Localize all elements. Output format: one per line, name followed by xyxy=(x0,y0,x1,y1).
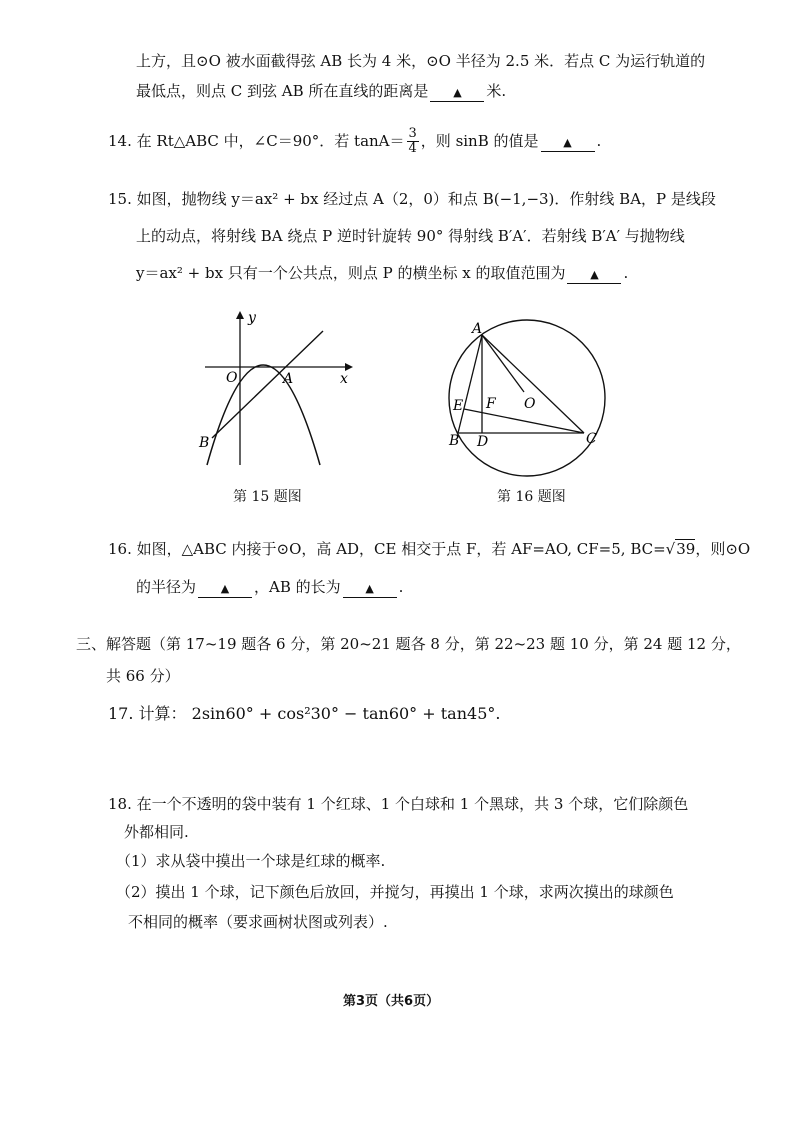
q13-line1 xyxy=(136,52,705,70)
sqrt-symbol: √ xyxy=(665,540,676,558)
figure-15-caption: 第 15 题图 xyxy=(233,489,302,505)
q14-number: 14. xyxy=(108,131,132,150)
q16-text-5: . xyxy=(398,578,404,596)
q16-number: 16. xyxy=(108,540,132,558)
q13-line2 xyxy=(136,82,506,102)
label-F: F xyxy=(486,396,496,412)
q16-text-2: ，则⊙O xyxy=(695,540,751,558)
segment-AC xyxy=(482,335,584,433)
q17-number: 17. xyxy=(108,704,134,723)
answer-blank: ▲ xyxy=(198,581,252,598)
label-A: A xyxy=(283,371,294,387)
q18-line2 xyxy=(124,823,189,841)
label-O: O xyxy=(226,370,238,386)
section-3-line1: 三、解答题（第 17~19 题各 6 分，第 20~21 题各 8 分，第 22~23 题 10 分，第 24 题 12 分， xyxy=(76,635,741,653)
page-footer: 第3页（共6页） xyxy=(343,994,440,1009)
q14-text-b: ，则 sinB 的值是 xyxy=(420,131,539,150)
q14-line xyxy=(108,127,601,157)
q18-sub2-line1 xyxy=(116,883,674,901)
q18-sub1-text: （1）求从袋中摸出一个球是红球的概率. xyxy=(116,852,386,870)
q16-line1 xyxy=(108,540,750,558)
q18-sub2-text-1: （2）摸出 1 个球，记下颜色后放回，并搅匀，再摸出 1 个球，求两次摸出的球颜色 xyxy=(116,883,674,901)
section-3-header-cont xyxy=(106,667,180,685)
q16-text-3: 的半径为 xyxy=(136,578,197,596)
q16-text-4: ，AB 的长为 xyxy=(254,578,341,596)
q14-text-c: . xyxy=(596,131,602,150)
q14-text-a: 在 Rt△ABC 中，∠C＝90°．若 tanA＝ xyxy=(136,131,405,150)
q18-sub2-text-2: 不相同的概率（要求画树状图或列表）. xyxy=(128,913,388,931)
q18-text-2: 外都相同. xyxy=(124,823,189,841)
label-A: A xyxy=(472,321,483,337)
label-E: E xyxy=(453,398,464,414)
figure-16-caption: 第 16 题图 xyxy=(497,489,566,505)
section-3-line2: 共 66 分） xyxy=(106,667,180,685)
q18-number: 18. xyxy=(108,795,132,813)
q15-text-4: . xyxy=(623,264,629,282)
label-B: B xyxy=(199,435,210,451)
parabola-curve xyxy=(207,365,320,465)
fraction-three-quarters: $\frac{3}{4}$ xyxy=(408,126,417,157)
q15-text-2: 上的动点，将射线 BA 绕点 P 逆时针旋转 90° 得射线 B′A′．若射线 B′A′ 与抛物线 xyxy=(136,227,685,245)
x-axis-arrow xyxy=(345,363,353,371)
q17-line xyxy=(108,704,500,723)
y-axis-arrow xyxy=(236,311,244,319)
label-O: O xyxy=(524,396,536,412)
answer-blank: ▲ xyxy=(541,135,595,152)
q17-text: 计算： 2sin60° + cos²30° − tan60° + tan45°. xyxy=(138,704,501,723)
answer-blank: ▲ xyxy=(430,85,484,102)
q15-line1 xyxy=(108,190,716,208)
q15-text-1: 如图，抛物线 y＝ax² + bx 经过点 A（2，0）和点 B(−1,−3)．作射线 BA，P 是线段 xyxy=(136,190,716,208)
q15-line2 xyxy=(136,227,685,245)
label-C: C xyxy=(586,431,597,447)
section-3-header xyxy=(76,635,741,653)
q15-text-3: y＝ax² + bx 只有一个公共点，则点 P 的横坐标 x 的取值范围为 xyxy=(136,264,566,282)
answer-blank: ▲ xyxy=(567,267,621,284)
segment-AB xyxy=(458,335,482,433)
q18-line1 xyxy=(108,795,688,813)
label-D: D xyxy=(477,434,489,450)
q18-sub1 xyxy=(116,852,385,870)
q18-text-1: 在一个不透明的袋中装有 1 个红球、1 个白球和 1 个黑球，共 3 个球，它们除颜色 xyxy=(136,795,689,813)
q18-sub2-line2 xyxy=(128,913,388,931)
figure-16-circle xyxy=(440,315,615,485)
q13-text-1: 上方，且⊙O 被水面截得弦 AB 长为 4 米，⊙O 半径为 2.5 米．若点 C 为运行轨道的 xyxy=(136,52,706,70)
q15-number: 15. xyxy=(108,190,132,208)
label-x: x xyxy=(340,371,348,387)
answer-blank: ▲ xyxy=(343,581,397,598)
q16-text-1: 如图，△ABC 内接于⊙O，高 AD，CE 相交于点 F，若 AF=AO, CF=5, BC= xyxy=(136,540,666,558)
q13-text-3: 米. xyxy=(486,82,507,100)
segment-AO xyxy=(482,335,524,392)
q16-line2 xyxy=(136,578,403,598)
label-B: B xyxy=(449,433,460,449)
figure-15-parabola xyxy=(195,305,360,470)
label-y: y xyxy=(248,310,256,326)
sqrt-value: 39 xyxy=(676,540,696,558)
q13-text-2: 最低点，则点 C 到弦 AB 所在直线的距离是 xyxy=(136,82,429,100)
q15-line3 xyxy=(136,264,628,284)
